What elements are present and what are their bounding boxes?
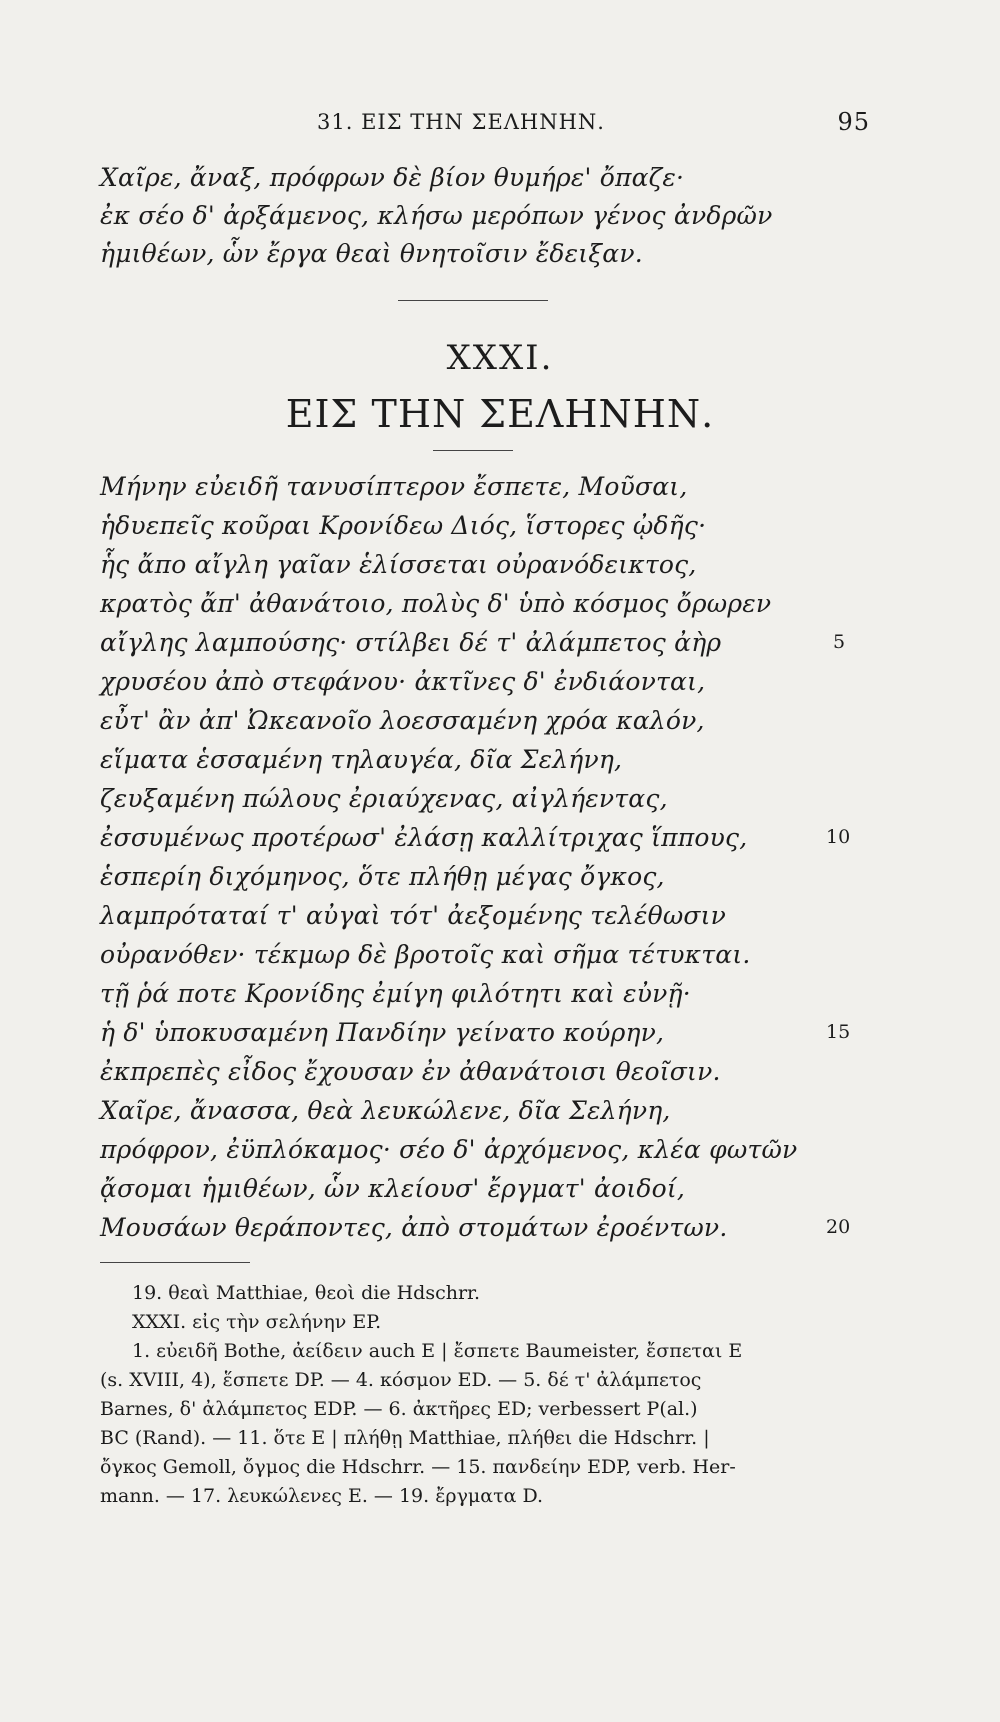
poem-line: ἐσσυμένως προτέρωσ' ἐλάσῃ καλλίτριχας ἵππους, <box>100 823 748 852</box>
line-number: 20 <box>826 1216 851 1238</box>
poem-line: λαμπρόταταί τ' αὐγαὶ τότ' ἀεξομένης τελέθωσιν <box>100 901 727 930</box>
poem-line: ἧς ἄπο αἴγλη γαῖαν ἑλίσσεται οὐρανόδεικτος, <box>100 550 697 579</box>
apparatus-note: ὄγκος Gemoll, ὄγμος die Hdschrr. — 15. πανδείην EDP, verb. Her- <box>100 1456 736 1478</box>
running-head-title: 31. ΕΙΣ ΤΗΝ ΣΕΛΗΝΗΝ. <box>317 110 605 134</box>
line-number: 5 <box>833 631 846 653</box>
poem-line: Μήνην εὐειδῆ τανυσίπτερον ἔσπετε, Μοῦσαι, <box>100 472 688 501</box>
poem-line: κρατὸς ἄπ' ἀθανάτοιο, πολὺς δ' ὑπὸ κόσμος ὄρωρεν <box>100 589 772 618</box>
poem-line: ζευξαμένη πώλους ἐριαύχενας, αἰγλήεντας, <box>100 784 668 813</box>
poem-line: ᾄσομαι ἡμιθέων, ὧν κλείουσ' ἔργματ' ἀοιδοί, <box>100 1174 685 1203</box>
footnote-rule <box>100 1262 250 1263</box>
apparatus-note: BC (Rand). — 11. ὅτε E | πλήθῃ Matthiae, πλήθει die Hdschrr. | <box>100 1427 710 1449</box>
poem-line: χρυσέου ἀπὸ στεφάνου· ἀκτῖνες δ' ἐνδιάονται, <box>100 667 706 696</box>
apparatus-note: XXXI. εἰς τὴν σελήνην EP. <box>132 1311 382 1333</box>
poem-line: οὐρανόθεν· τέκμωρ δὲ βροτοῖς καὶ σῆμα τέτυκται. <box>100 940 751 969</box>
poem-line: πρόφρον, ἐϋπλόκαμος· σέο δ' ἀρχόμενος, κλέα φωτῶν <box>100 1135 798 1164</box>
line-number: 10 <box>826 826 851 848</box>
section-divider <box>398 300 548 301</box>
apparatus-note: mann. — 17. λευκώλενες E. — 19. ἔργματα D. <box>100 1485 544 1507</box>
apparatus-note: (s. XVIII, 4), ἕσπετε DP. — 4. κόσμον ED. — 5. δέ τ' ἀλάμπετος <box>100 1369 702 1391</box>
hymn-title: ΕΙΣ ΤΗΝ ΣΕΛΗΝΗΝ. <box>285 392 715 436</box>
previous-hymn-line: Χαῖρε, ἄναξ, πρόφρων δὲ βίον θυμήρε' ὄπαζε· <box>100 163 685 192</box>
poem-line: αἴγλης λαμπούσης· στίλβει δέ τ' ἀλάμπετος ἀὴρ <box>100 628 722 657</box>
apparatus-note: 19. θεαὶ Matthiae, θεοὶ die Hdschrr. <box>132 1282 481 1304</box>
apparatus-note: 1. εὐειδῆ Bothe, ἀείδειν auch E | ἔσπετε Baumeister, ἔσπεται E <box>132 1340 743 1362</box>
poem-line: ἑσπερίη διχόμηνος, ὅτε πλήθῃ μέγας ὄγκος, <box>100 862 665 891</box>
poem-line: ἐκπρεπὲς εἶδος ἔχουσαν ἐν ἀθανάτοισι θεοῖσιν. <box>100 1057 721 1086</box>
previous-hymn-line: ἐκ σέο δ' ἀρξάμενος, κλήσω μερόπων γένος ἀνδρῶν <box>100 201 773 230</box>
apparatus-note: Barnes, δ' ἀλάμπετος EDP. — 6. ἀκτῆρες ED; verbessert P(al.) <box>100 1398 698 1420</box>
poem-line: εἵματα ἑσσαμένη τηλαυγέα, δῖα Σελήνη, <box>100 745 623 774</box>
poem-line: ἡ δ' ὑποκυσαμένη Πανδίην γείνατο κούρην, <box>100 1018 665 1047</box>
page-number: 95 <box>837 108 870 136</box>
poem-line: Μουσάων θεράποντες, ἀπὸ στομάτων ἐροέντων. <box>100 1213 728 1242</box>
hymn-number: XXXI. <box>446 338 554 378</box>
poem-line: ἡδυεπεῖς κοῦραι Κρονίδεω Διός, ἵστορες ᾠδῆς· <box>100 511 707 540</box>
previous-hymn-line: ἡμιθέων, ὧν ἔργα θεαὶ θνητοῖσιν ἔδειξαν. <box>100 239 643 268</box>
line-number: 15 <box>826 1021 851 1043</box>
poem-line: Χαῖρε, ἄνασσα, θεὰ λευκώλενε, δῖα Σελήνη, <box>100 1096 671 1125</box>
poem-line: εὖτ' ἂν ἀπ' Ὠκεανοῖο λοεσσαμένη χρόα καλόν, <box>100 706 705 735</box>
poem-line: τῇ ῥά ποτε Κρονίδης ἐμίγη φιλότητι καὶ εὐνῇ· <box>100 979 691 1008</box>
title-rule <box>433 450 513 451</box>
